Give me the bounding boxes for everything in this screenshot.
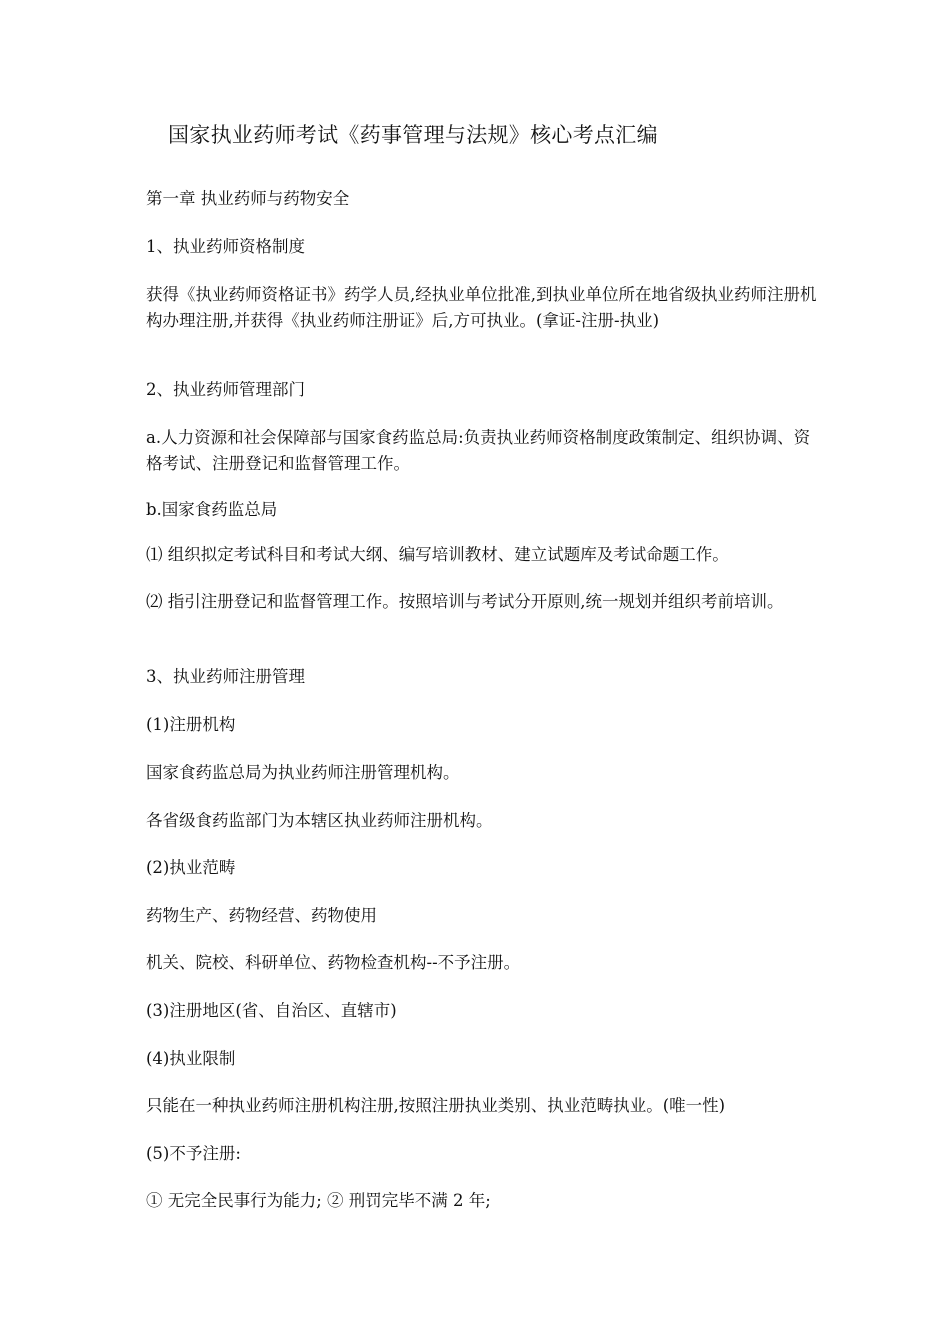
- subheading-registration-body: (1)注册机构: [146, 715, 236, 734]
- subheading-practice-scope: (2)执业范畴: [146, 858, 236, 877]
- paragraph-national-agency: 国家食药监总局为执业药师注册管理机构。: [146, 763, 460, 782]
- paragraph-qualification: 获得《执业药师资格证书》药学人员,经执业单位批准,到执业单位所在地省级执业药师注册机构办理注册,并获得《执业药师注册证》后,方可执业。(拿证-注册-执业): [146, 285, 817, 330]
- subheading-practice-limits: (4)执业限制: [146, 1049, 236, 1068]
- paragraph-uniqueness: 只能在一种执业药师注册机构注册,按照注册执业类别、执业范畴执业。(唯一性): [146, 1096, 726, 1115]
- paragraph-not-registered: 机关、院校、科研单位、药物检查机构--不予注册。: [146, 953, 521, 972]
- paragraph-scope-list: 药物生产、药物经营、药物使用: [146, 906, 377, 925]
- paragraph-no-registration-items: ① 无完全民事行为能力; ② 刑罚完毕不满 2 年;: [146, 1191, 491, 1210]
- list-item-2: ⑵ 指引注册登记和监督管理工作。按照培训与考试分开原则,统一规划并组织考前培训。: [146, 592, 784, 611]
- list-item-1: ⑴ 组织拟定考试科目和考试大纲、编写培训教材、建立试题库及考试命题工作。: [146, 545, 729, 564]
- section-heading-1: 1、执业药师资格制度: [146, 237, 305, 256]
- section-heading-2: 2、执业药师管理部门: [146, 380, 305, 399]
- subheading-no-registration: (5)不予注册:: [146, 1144, 241, 1163]
- paragraph-b-heading: b.国家食药监总局: [146, 500, 278, 519]
- subheading-registration-region: (3)注册地区(省、自治区、直辖市): [146, 1001, 397, 1020]
- document-title: 国家执业药师考试《药事管理与法规》核心考点汇编: [168, 123, 658, 147]
- paragraph-provincial-agency: 各省级食药监部门为本辖区执业药师注册机构。: [146, 811, 493, 830]
- paragraph-a-departments: a.人力资源和社会保障部与国家食药监总局:负责执业药师资格制度政策制定、组织协调、资格考试、注册登记和监督管理工作。: [146, 428, 811, 473]
- chapter-heading: 第一章 执业药师与药物安全: [146, 189, 350, 208]
- section-heading-3: 3、执业药师注册管理: [146, 667, 305, 686]
